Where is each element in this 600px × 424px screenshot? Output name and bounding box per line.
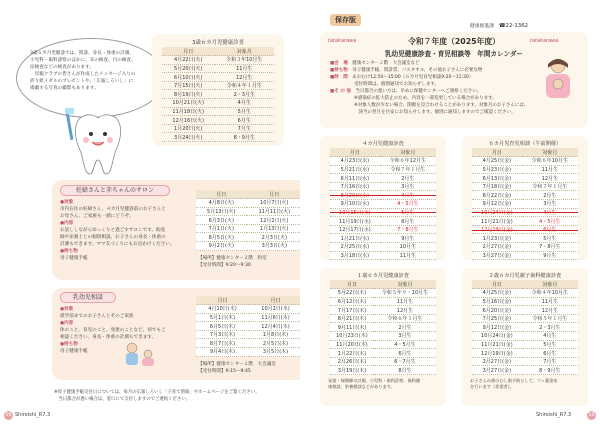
- c2y-table: 月日 対象月 4月25日(金) 令和４年10月生 5月16日(金) 11月生 6月20日(金) 12月生 7月25日(金) 令和５年１月生 9月12日(金) 2・3月生 10月24日(金) 4月生 11月21日(金) 5月生 12月19日(金) 6月生 2月27日(金) 7月生 3月27日(金) 8・9月生: [472, 280, 578, 375]
- table-row: 7月18日(金) 令和７年１月生: [472, 182, 578, 191]
- table-row: 4月10日(木) 10月2日(木): [196, 305, 302, 314]
- c18-title: １歳６カ月児健康診査: [357, 273, 409, 279]
- parent-child-illustration-icon: [538, 56, 578, 100]
- table-row: 5月16日(金) 11月生: [472, 297, 578, 306]
- page-number: 15: [588, 412, 595, 418]
- table-row: 5月22日(木) 令和５年９・10月生: [330, 289, 436, 298]
- table-row: 9月12日(金) 3月生: [472, 200, 578, 209]
- c18-table: 月日 対象月 5月22日(木) 令和５年９・10月生 6月12日(木) 11月生 7月17日(木) 12月生 8月21日(木) 令和６年１月生 9月11日(木) 2月生 10月23日(木) 3月生 11月20日(木) 4・5月生 1月22日(木) 6月生 2月26日(木) 6・7月生 3月19日(木) 8月生: [330, 280, 436, 375]
- c6-title: ６カ月児育児相談（午前開催）: [488, 141, 562, 147]
- table-row: 11月18日(火) 5月生: [162, 107, 274, 116]
- table-row: 12月19日(金) 6月生: [472, 349, 578, 358]
- table-row: 7月15日(火) 令和４年１月生: [162, 81, 274, 90]
- save-badge: 保存版: [330, 14, 361, 26]
- table-row: 11月21日(金) 4・5月生: [472, 217, 578, 226]
- infant-place: 【場所】健康センター２階 大会議室 【受付時間】9:15～9:45: [198, 362, 276, 374]
- title-1: 令和７年度（2025年度）: [408, 37, 500, 46]
- footer-text: Shiroishi_R7.3: [15, 412, 51, 418]
- salon-place: 【場所】健康センター２階 和室 【受付時間】9:20～9:30: [198, 256, 267, 268]
- table-row: 9月10日(水) 4・5月生: [330, 200, 436, 209]
- table-row: 4月23日(水) 令和６年12月生: [330, 157, 436, 166]
- table-row: 5月23日(金) 11月生: [472, 165, 578, 174]
- salon-title: 妊婦さんと赤ちゃんのサロン: [60, 185, 170, 196]
- table-row: 8月19日(火) 2・3月生: [162, 90, 274, 99]
- brand-right: tatakarawa: [530, 38, 559, 44]
- table-row: 4月25日(金) 令和４年10月生: [472, 289, 578, 298]
- table-row: 5月20日(火) 11月生: [162, 64, 274, 73]
- table-row: 1月22日(木) 6月生: [330, 349, 436, 358]
- mother-baby-illustration-icon: [120, 340, 160, 370]
- table-row: 4月8日(火) 10月7日(火): [196, 199, 302, 208]
- page-number: 16: [5, 412, 12, 418]
- table-row: 3月19日(木) 8月生: [330, 366, 436, 375]
- c18-note: 発達・保健師の計測、小児科・歯科診察、歯科健 康相談、栄養相談などがあります。: [328, 378, 421, 390]
- intro-text: 3歳６カ月児健診では、問診、身長・体重の計測、 小児科・歯科診察のほかに、耳の検査、目の検査、 尿検査などの検査があります。 母親クラブの皆さんが作成したメッセージ入りの 折り紙メダルのプレゼントや、「広報しろいし」に 掲載する写真の撮影もあります。: [30, 51, 136, 91]
- table-row: 7月1日(火) 1月13日(火): [196, 224, 302, 233]
- table-row: 2月25日(水) 10月生: [330, 243, 436, 252]
- infant-title: 乳幼児相談: [60, 292, 116, 303]
- table-row: 6月13日(金) 12月生: [472, 174, 578, 183]
- table-row: 6月3日(火) 12月2日(火): [196, 216, 302, 225]
- note: ※母子健康手帳交付日については、毎月の広報しろいし「子育て情報」やホームページをご覧ください。 当日都合が悪い場合は、窓口にて交付しますのでご連絡ください。: [54, 390, 260, 402]
- table-row: 6月20日(金) 12月生: [472, 306, 578, 315]
- table-row: 2月27日(金) 7月生: [472, 357, 578, 366]
- table-row: 4月22日(火) 令和３年10月生: [162, 56, 274, 65]
- table-row: 8月20日(水) 4月生: [330, 191, 436, 200]
- table-row: 12月17日(水) 7・8月生: [330, 225, 436, 234]
- table-row: 12月19日(金) 6月生: [472, 225, 578, 234]
- tooth-mascot-icon: [62, 108, 134, 180]
- salon-table: 月日 月日 4月8日(火) 10月7日(火) 5月13日(火) 11月11日(火) 6月3日(火) 12月2日(火) 7月1日(火) 1月13日(火) 8月5日(火) 2月3日(火) 9月2日(火) 3月3日(火): [196, 190, 302, 251]
- table-row: 9月12日(金) 2・3月生: [472, 323, 578, 332]
- table-row: 11月21日(金) 5月生: [472, 340, 578, 349]
- table-row: 6月12日(木) 11月生: [330, 297, 436, 306]
- c6-table: 月日 対象月 4月25日(金) 令和６年10月生 5月23日(金) 11月生 6月13日(金) 12月生 7月18日(金) 令和７年１月生 8月22日(金) 2月生 9月12日(金) 3月生 10月24日(金) 4月生 11月21日(金) 4・5月生 12月19日(金) 6月生 1月23日(金) 5月生 2月27日(金) 7・8月生 3月27日(金) 9月生: [472, 148, 578, 260]
- right-page: [300, 0, 600, 424]
- table-row: 10月15日(水) 5月生: [330, 208, 436, 217]
- c4-table: 月日 対象月 4月23日(水) 令和６年12月生 5月21日(水) 令和７年１月生 6月11日(水) 2月生 7月16日(水) 3月生 8月20日(水) 4月生 9月10日(水) 4・5月生 10月15日(水) 5月生 11月19日(水) 6月生 12月17日(水) 7・8月生 1月21日(水) 9月生 2月25日(水) 10月生 3月18日(水) 11月生: [330, 148, 436, 260]
- c2y-title: ２歳６カ月児親子歯科健康診査: [488, 273, 562, 279]
- table-row: 7月16日(水) 3月生: [330, 182, 436, 191]
- checkup-36m-title: 3歳６カ月児健康診査: [192, 40, 244, 46]
- table-row: 5月21日(水) 令和７年１月生: [330, 165, 436, 174]
- checkup-36m-table: 月日 対象月 4月22日(火) 令和３年10月生 5月20日(火) 11月生 6月10日(火) 12月生 7月15日(火) 令和４年１月生 8月19日(火) 2・3月生 10月21日(火) 4月生 11月18日(火) 5月生 12月16日(火) 6月生 1月20日(火) 7月生 3月24日(火) 8・9月生: [162, 47, 274, 142]
- table-row: 7月17日(木) 12月生: [330, 306, 436, 315]
- contact: 健康推進課 ☎22-1362: [470, 23, 529, 29]
- table-row: 10月23日(木) 3月生: [330, 332, 436, 341]
- table-row: 4月25日(金) 令和６年10月生: [472, 157, 578, 166]
- infant-text: ●対象 就学前までのお子さんとそのご家族 ●内容 体のこと、育児のこと、発達のことなど、何でもご 相談ください。身長・体重の計測もできます。 ●持ち物 母子健康手帳: [60, 307, 166, 354]
- table-row: 3月27日(金) 9月生: [472, 251, 578, 260]
- c4-title: ４カ月児健康診査: [362, 141, 404, 147]
- c2y-note: お子さんの歯のむし歯予防として、フッ素塗布 を行います（希望者）。: [470, 378, 558, 390]
- table-row: 8月5日(火) 2月3日(火): [196, 233, 302, 242]
- table-row: 2月26日(木) 6・7月生: [330, 357, 436, 366]
- table-row: 10月21日(火) 4月生: [162, 99, 274, 108]
- table-row: 10月24日(金) 4月生: [472, 332, 578, 341]
- table-row: 2月27日(金) 7・8月生: [472, 243, 578, 252]
- title-2: 乳幼児健康診査・育児相談等 年間カレンダー: [384, 50, 524, 58]
- table-row: 11月19日(水) 6月生: [330, 217, 436, 226]
- table-row: 5月13日(火) 11月11日(火): [196, 207, 302, 216]
- table-row: 10月24日(金) 4月生: [472, 208, 578, 217]
- table-row: 3月27日(金) 8・9月生: [472, 366, 578, 375]
- table-row: 1月23日(金) 5月生: [472, 234, 578, 243]
- table-row: 6月5日(木) 12月4日(木): [196, 322, 302, 331]
- table-row: 9月4日(木) 3月5日(木): [196, 348, 302, 357]
- table-row: 8月21日(木) 令和６年１月生: [330, 314, 436, 323]
- table-row: 3月18日(水) 11月生: [330, 251, 436, 260]
- table-row: 12月16日(火) 6月生: [162, 116, 274, 125]
- table-row: 5月1日(木) 11月6日(木): [196, 313, 302, 322]
- infant-table: 月日 月日 4月10日(木) 10月2日(木) 5月1日(木) 11月6日(木) 6月5日(木) 12月4日(木) 7月3日(木) 1月8日(木) 8月7日(木) 2月5日(木) 9月4日(木) 3月5日(木): [196, 296, 302, 357]
- table-row: 7月3日(木) 1月8日(木): [196, 330, 302, 339]
- table-row: 1月20日(火) 7月生: [162, 124, 274, 133]
- table-row: 11月20日(木) 4・5月生: [330, 340, 436, 349]
- table-row: 6月11日(水) 2月生: [330, 174, 436, 183]
- info-list: ■会 場 健康センター２階 大会議室など ■持ち物 母子健康手帳、問診票、バスタオル、その他お子さんに必要な物 ■時 間 あおむけ12:50～15:00（６カ月児育児相談9:20～11:30） 受付時間は、個別通知でお知らせします。 ■そ の 他 当日都合の悪い方は、早めに保健センターへご連絡ください。 ※感染症の拡大防止のため、内容を一部変更している場合があります。 ※対象人数が少ない場合、開催を見合わせることがあります。対象月のお子さんには、 該当の翌月を目安にお知らせします。個別に通知しますのでご確認ください。: [330, 61, 529, 115]
- salon-text: ●対象 市内在住の妊婦さん、４カ月児健診前のお子さんと お母さん。ご家族も一緒にどうぞ。 ●内容 お話ししながらゆっくりと過ごすサロンです。助産 師や栄養士との個別相談、お子さんの身長・体重の 計測もできます。ママ友づくりにもお出かけください。 ●持ち物 母子健康手帳: [60, 200, 175, 261]
- table-row: 8月7日(木) 2月5日(木): [196, 339, 302, 348]
- brand-left: tatakarawa: [328, 38, 357, 44]
- table-row: 9月11日(木) 2月生: [330, 323, 436, 332]
- table-row: 9月2日(火) 3月3日(火): [196, 242, 302, 251]
- table-row: 7月25日(金) 令和５年１月生: [472, 314, 578, 323]
- table-row: 3月24日(火) 8・9月生: [162, 133, 274, 142]
- table-row: 6月10日(火) 12月生: [162, 73, 274, 82]
- footer-text: Shiroishi_R7.3: [536, 412, 572, 418]
- table-row: 1月21日(水) 9月生: [330, 234, 436, 243]
- table-row: 8月22日(金) 2月生: [472, 191, 578, 200]
